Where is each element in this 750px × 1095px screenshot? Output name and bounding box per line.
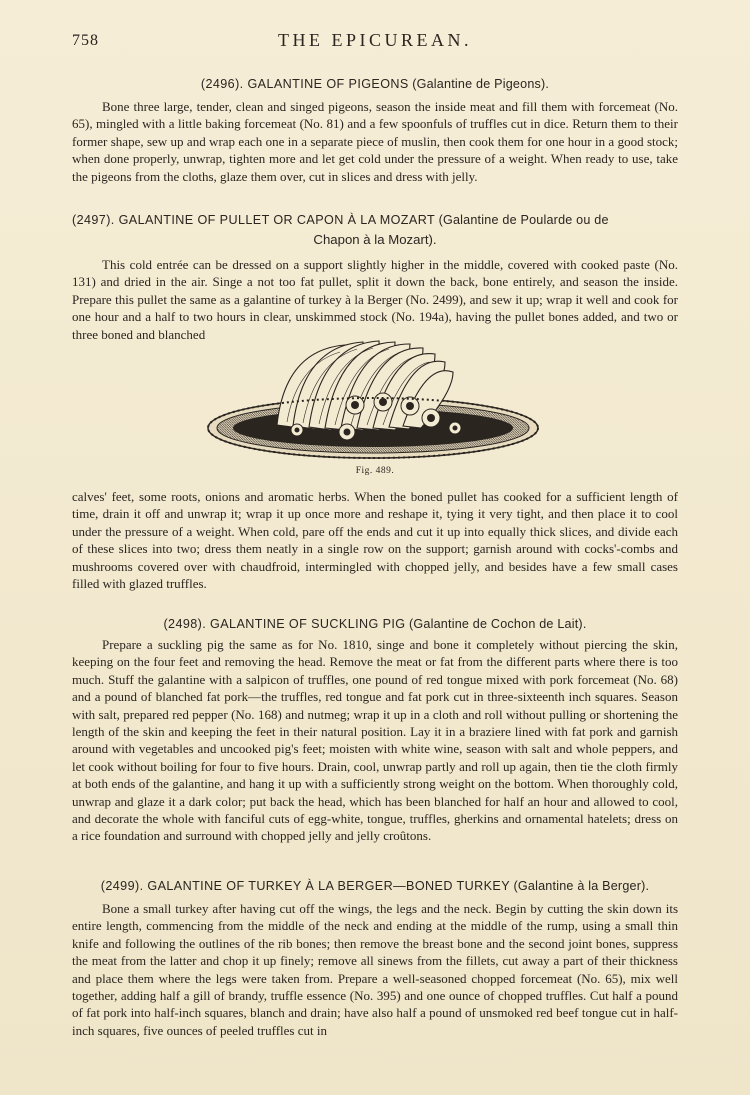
recipe-2499 xyxy=(72,876,678,1039)
recipe-title: (2499). GALANTINE OF TURKEY À LA BERGER—BONED TURKEY xyxy=(100,879,511,893)
recipe-2496 xyxy=(72,74,678,185)
recipe-text: Bone a small turkey after having cut off the wings, the legs and the neck. Begin by cutting the skin down its entire length, commencing from the middle of the neck and ending at the middle of the rump, using a small thin knife and following the outlines of the rib bones; then remove the breast bone and the second joint bones, suppress the meat from the latter and chop it up finely; remove all sinews from the fillets, cut away a part of their thickness and place them where the legs were taken from. Prepare a well-seasoned chopped forcemeat (No. 65), mix well together, adding half a gill of brandy, truffle essence (No. 395) and one ounce of chopped truffles. Cut half a pound of fat pork into half-inch squares, blanch and drain; have also half a pound of unsmoked red beef tongue cut in half-inch squares, five ounces of peeled truffles cut in xyxy=(72,901,678,1038)
recipe-title: (2496). GALANTINE OF PIGEONS xyxy=(200,77,409,91)
figure-galantine-platter xyxy=(205,330,545,476)
recipe-2498 xyxy=(72,614,678,845)
recipe-text: This cold entrée can be dressed on a support slightly higher in the middle, covered with cooked paste (No. 131) and dried in the air. Singe a not too fat pullet, split it down the back, bone entirely, and season the inside. Prepare this pullet the same as a galantine of turkey à la Berger (No. 2499), and sew it up; wrap it well and cook for one hour and a half to two hours in clear, unskimmed stock (No. 194a), having the pullet bones added, and two or three boned and blanched xyxy=(72,257,678,342)
recipe-heading xyxy=(72,876,678,896)
recipe-french-title: (Galantine de Cochon de Lait). xyxy=(409,617,587,631)
recipe-heading xyxy=(72,614,678,634)
recipe-heading xyxy=(72,74,678,94)
recipe-title: (2498). GALANTINE OF SUCKLING PIG xyxy=(163,617,406,631)
recipe-text: Prepare a suckling pig the same as for No. 1810, singe and bone it completely without piercing the skin, keeping on the four feet and removing the head. Remove the meat or fat from the different parts where there is too much. Stuff the galantine with a salpicon of truffles, one pound of red tongue mixed with pork forcemeat (No. 68) and a pound of blanched fat pork—the truffles, red tongue and fat pork cut in three-sixteenth inch squares. Season with salt, prepared red pepper (No. 168) and nutmeg; wrap it up in a cloth and roll without pulling or shortening the length of the skin and keeping the feet in their natural position. Lay it in a braziere lined with fat pork and garnish around with vegetables and uncooked pig's feet; moisten with white wine, season with salt and whole peppers, and let cook without boiling for four to five hours. Drain, cool, unwrap partly and roll up again, then tie the cloth firmly at both ends of the galantine, and hang it up with a sufficiently strong weight on the bottom. When thoroughly cold, unwrap and glaze it a dark color; put back the head, which has been blanched for half an hour and allowed to cool, and decorate the whole with fanciful cuts of egg-white, tongue, truffles, gherkins and ornamental hatelets; dress on a rice foundation and surround with chopped jelly and jelly croûtons. xyxy=(72,637,678,844)
recipe-french-title: (Galantine de Pigeons). xyxy=(412,77,550,91)
galantine-illustration xyxy=(205,330,545,465)
recipe-french-title-line2: Chapon à la Mozart). xyxy=(313,232,437,247)
recipe-heading xyxy=(72,210,678,230)
running-head xyxy=(72,32,678,52)
running-title: THE EPICUREAN. xyxy=(278,30,472,50)
recipe-text: Bone three large, tender, clean and singed pigeons, season the inside meat and fill them with forcemeat (No. 65), mingled with a little baking forcemeat (No. 81) and a few spoonfuls of truffles cut in dice. Return them to their former shape, sew up and wrap each one in a separate piece of muslin, then cook them for one hour in a good stock; when done properly, unwrap, tighten more and let get cold under the pressure of a weight. When ready to use, take the pigeons from the cloths, glaze them over, cut in slices and dress with jelly. xyxy=(72,99,678,184)
recipe-title: (2497). GALANTINE OF PULLET OR CAPON À LA MOZART xyxy=(72,213,436,227)
figure-caption: Fig. 489. xyxy=(355,466,395,476)
recipe-french-title: (Galantine à la Berger). xyxy=(513,879,650,893)
recipe-2497 xyxy=(72,210,678,343)
recipe-french-title: (Galantine de Poularde ou de xyxy=(438,213,609,227)
recipe-2497-continued xyxy=(72,488,678,592)
page-number: 758 xyxy=(72,32,99,49)
recipe-text-continued: calves' feet, some roots, onions and aromatic herbs. When the boned pullet has cooked for a sufficient length of time, drain it off and unwrap it; wrap it up once more and reshape it, tying it very tight, and then place it to cool under the pressure of a weight. When cold, pare off the ends and cut it up into equally thick slices, and divide each of these slices into two; dress them neatly in a single row on the support; garnish around with cocks'-combs and mushrooms covered over with chaudfroid, intermingled with chopped jelly, and besides have a few small cases filled with glazed truffles. xyxy=(72,489,678,592)
